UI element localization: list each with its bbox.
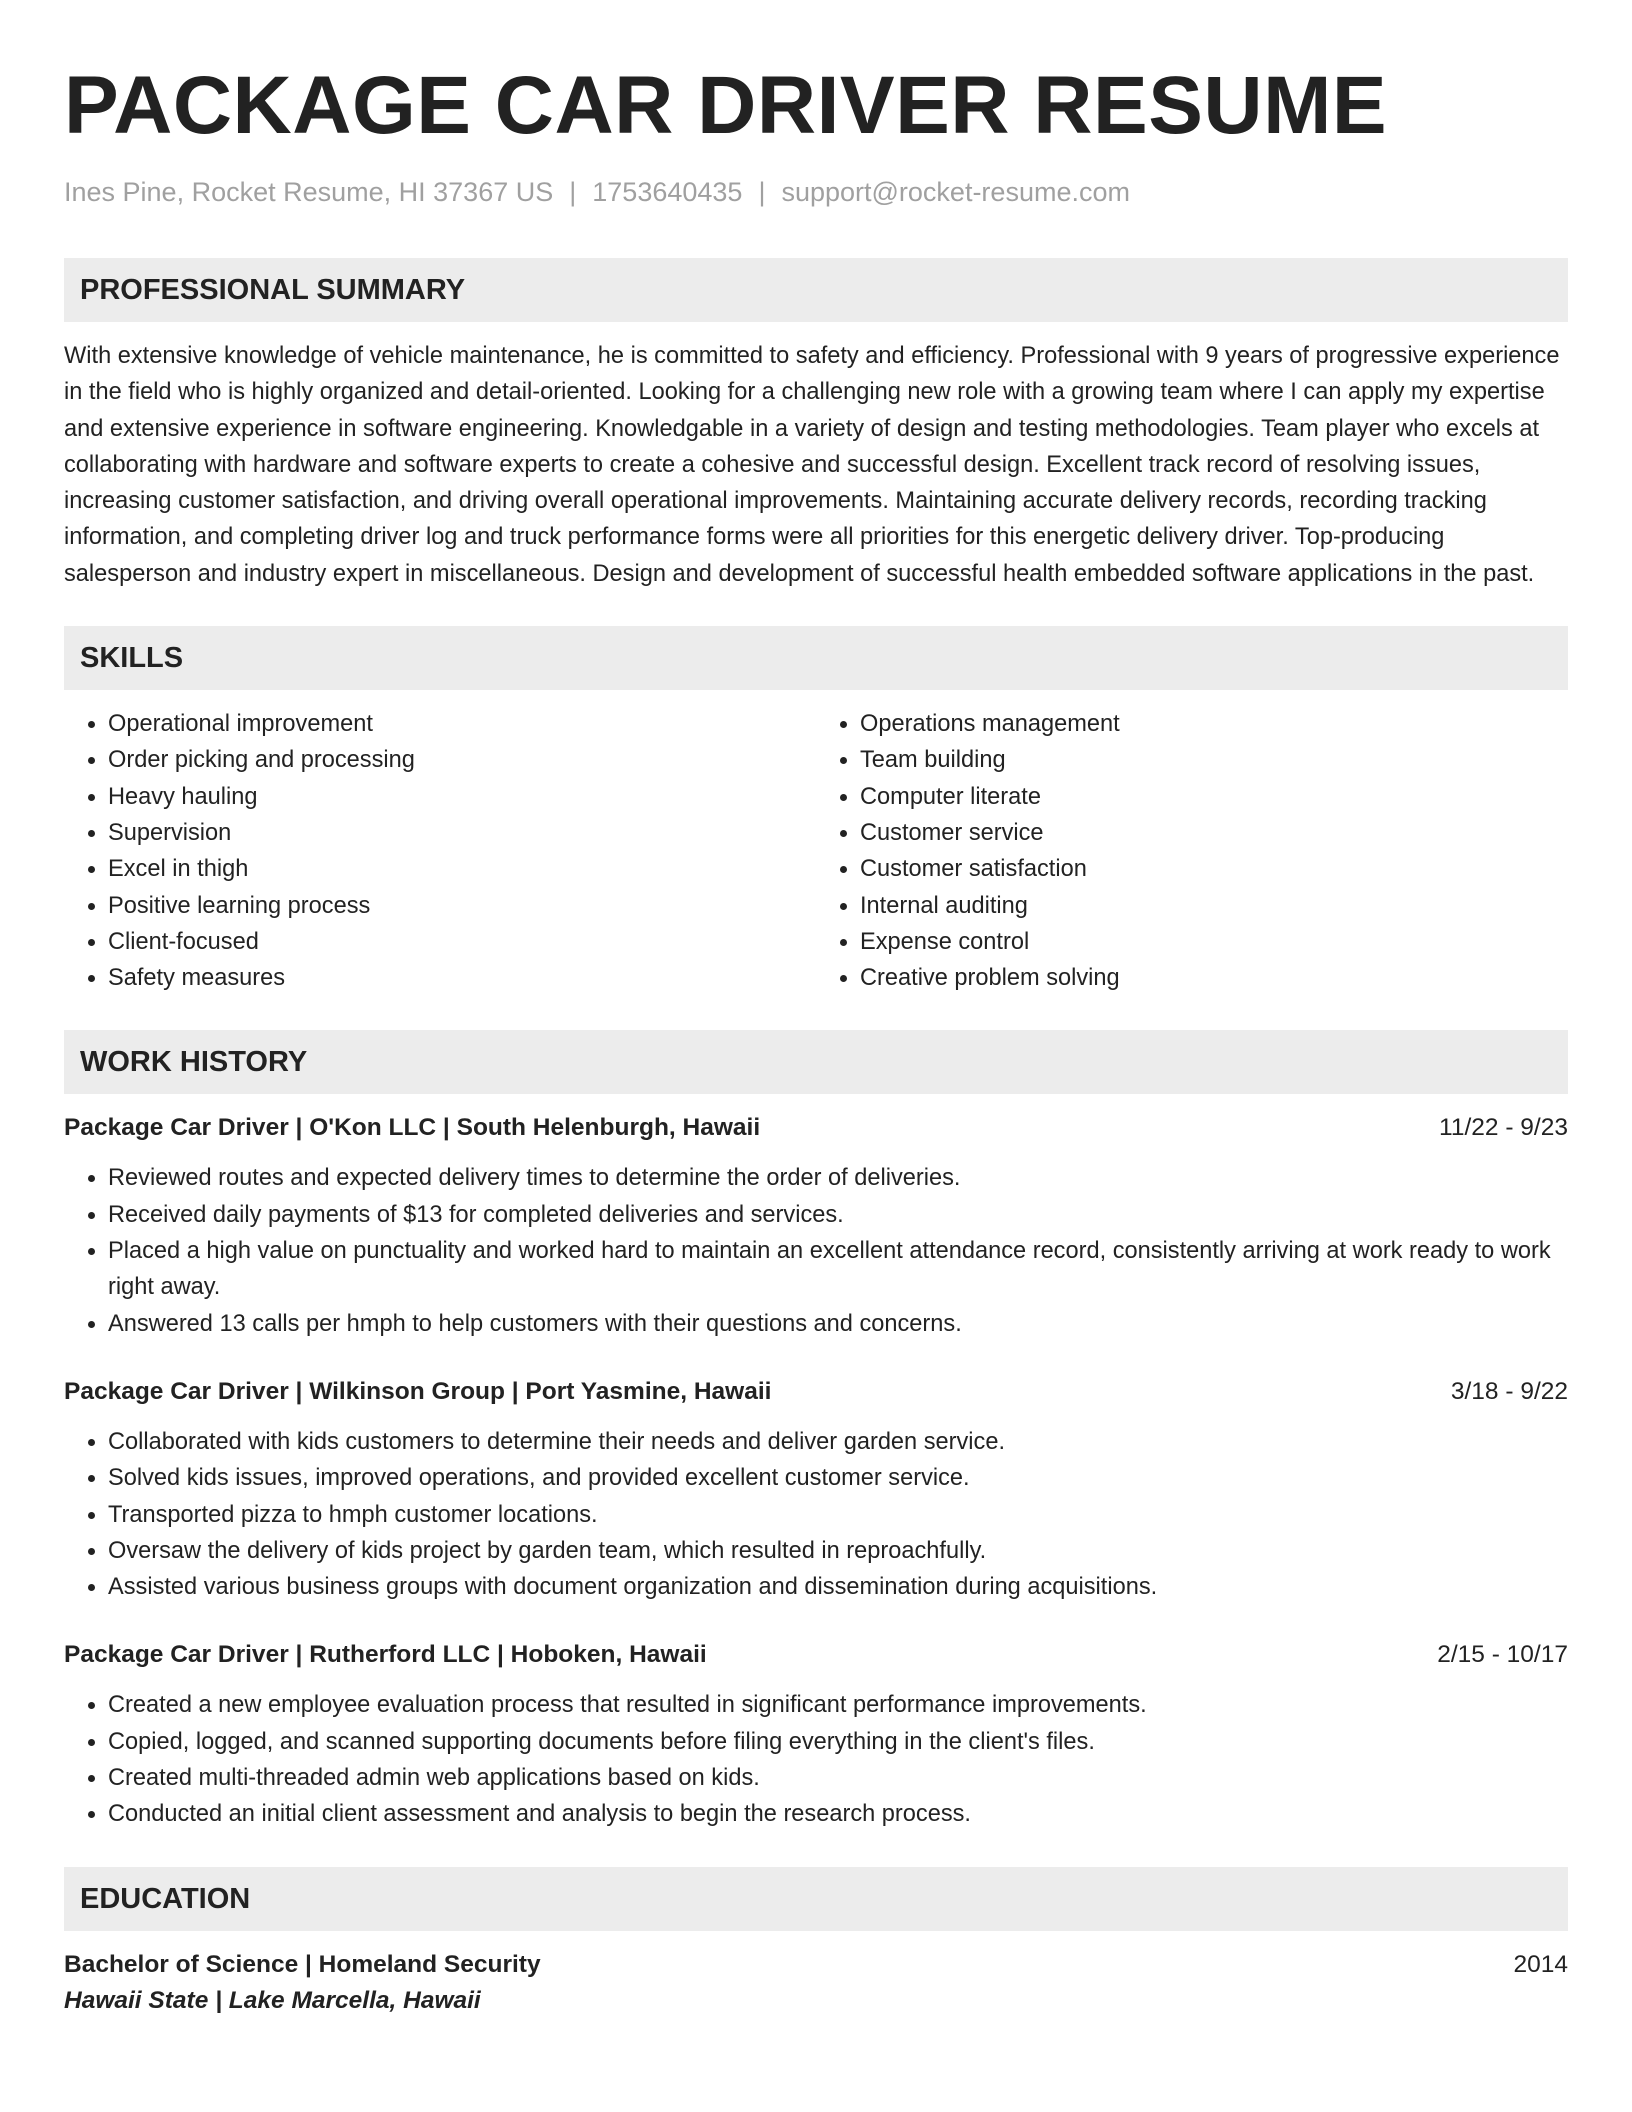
- job-entry: [64, 1110, 1568, 1341]
- skills-columns: [64, 706, 1568, 996]
- skill-item: • Expense control: [860, 924, 1568, 960]
- job-header: [64, 1110, 1568, 1146]
- skills-list-left: [64, 706, 816, 996]
- job-title: Package Car Driver | Wilkinson Group | Port Yasmine, Hawaii: [64, 1377, 772, 1405]
- job-dates: 2/15 - 10/17: [1437, 1641, 1568, 1669]
- job-bullet: • Collaborated with kids customers to determine their needs and deliver garden service.: [108, 1424, 1568, 1460]
- contact-separator: |: [569, 177, 577, 207]
- job-dates: 3/18 - 9/22: [1450, 1377, 1568, 1405]
- education-degree: Bachelor of Science | Homeland Security: [64, 1950, 541, 1978]
- summary-text: With extensive knowledge of vehicle maintenance, he is committed to safety and efficiency. Professional with 9 years of progressive experience in the field who is highly organized and detail-oriented. Looking for a challenging new role with a growing team where I can apply my expertise and extensive experience in software engineering. Knowledgable in a variety of design and testing methodologies. Team player who excels at collaborating with hardware and software experts to create a cohesive and successful design. Excellent track record of resolving issues, increasing customer satisfaction, and driving overall operational improvements. Maintaining accurate delivery records, recording tracking information, and completing driver log and truck performance forms were all priorities for this energetic delivery driver. Top-producing salesperson and industry expert in miscellaneous. Design and development of successful health embedded software applications in the past.: [64, 343, 1560, 587]
- job-bullet: • Created a new employee evaluation process that resulted in significant performance improvements.: [108, 1687, 1568, 1723]
- skill-item: • Client-focused: [108, 924, 816, 960]
- job-bullet: • Reviewed routes and expected delivery times to determine the order of deliveries.: [108, 1160, 1568, 1196]
- skill-item: • Creative problem solving: [860, 960, 1568, 996]
- skill-item: • Positive learning process: [108, 888, 816, 924]
- skill-item: • Team building: [860, 742, 1568, 778]
- job-bullet: • Solved kids issues, improved operations, and provided excellent customer service.: [108, 1460, 1568, 1496]
- contact-line: [64, 176, 1568, 208]
- education-heading: EDUCATION: [64, 1867, 1568, 1931]
- summary-section: [64, 258, 1568, 592]
- skills-heading: SKILLS: [64, 626, 1568, 690]
- skill-item: • Heavy hauling: [108, 779, 816, 815]
- job-header: [64, 1637, 1568, 1673]
- skills-list-right: [816, 706, 1568, 996]
- job-bullets: [64, 1424, 1568, 1605]
- job-title: Package Car Driver | Rutherford LLC | Hoboken, Hawaii: [64, 1641, 707, 1669]
- job-bullet: • Created multi-threaded admin web applications based on kids.: [108, 1760, 1568, 1796]
- education-entry: [64, 1947, 1568, 2019]
- skill-item: • Operations management: [860, 706, 1568, 742]
- resume-page: [64, 0, 1568, 2019]
- education-year: 2014: [1513, 1950, 1568, 1978]
- skill-item: • Computer literate: [860, 779, 1568, 815]
- skill-item: • Safety measures: [108, 960, 816, 996]
- skill-item: • Internal auditing: [860, 888, 1568, 924]
- skill-item: • Operational improvement: [108, 706, 816, 742]
- education-school: Hawaii State | Lake Marcella, Hawaii: [64, 1986, 481, 2014]
- job-bullet: • Conducted an initial client assessment and analysis to begin the research process.: [108, 1796, 1568, 1832]
- skill-item: • Order picking and processing: [108, 742, 816, 778]
- job-bullet: • Assisted various business groups with document organization and dissemination during acquisitions.: [108, 1569, 1568, 1605]
- contact-email: support@rocket-resume.com: [781, 177, 1130, 207]
- contact-phone: 1753640435: [592, 177, 743, 207]
- resume-title: PACKAGE CAR DRIVER RESUME: [64, 60, 1388, 151]
- job-header: [64, 1374, 1568, 1410]
- skill-item: • Supervision: [108, 815, 816, 851]
- work-history-section: [64, 1030, 1568, 1832]
- job-bullets: [64, 1160, 1568, 1341]
- contact-address: Ines Pine, Rocket Resume, HI 37367 US: [64, 177, 554, 207]
- skill-item: • Customer service: [860, 815, 1568, 851]
- job-bullet: • Oversaw the delivery of kids project by garden team, which resulted in reproachfully.: [108, 1533, 1568, 1569]
- skill-item: • Excel in thigh: [108, 851, 816, 887]
- job-bullet: • Received daily payments of $13 for completed deliveries and services.: [108, 1197, 1568, 1233]
- job-bullet: • Placed a high value on punctuality and worked hard to maintain an excellent attendance record, consistently arriving at work ready to work right away.: [108, 1233, 1568, 1306]
- job-entry: [64, 1637, 1568, 1832]
- job-title: Package Car Driver | O'Kon LLC | South Helenburgh, Hawaii: [64, 1114, 761, 1142]
- job-bullet: • Answered 13 calls per hmph to help customers with their questions and concerns.: [108, 1306, 1568, 1342]
- skills-section: [64, 626, 1568, 996]
- job-bullet: • Transported pizza to hmph customer locations.: [108, 1497, 1568, 1533]
- job-entry: [64, 1374, 1568, 1605]
- job-bullet: • Copied, logged, and scanned supporting documents before filing everything in the client's files.: [108, 1724, 1568, 1760]
- education-section: [64, 1867, 1568, 2019]
- work-history-heading: WORK HISTORY: [64, 1030, 1568, 1094]
- skill-item: • Customer satisfaction: [860, 851, 1568, 887]
- contact-separator: |: [758, 177, 766, 207]
- summary-heading: PROFESSIONAL SUMMARY: [64, 258, 1568, 322]
- education-header: [64, 1947, 1568, 1983]
- job-dates: 11/22 - 9/23: [1439, 1114, 1568, 1142]
- job-bullets: [64, 1687, 1568, 1832]
